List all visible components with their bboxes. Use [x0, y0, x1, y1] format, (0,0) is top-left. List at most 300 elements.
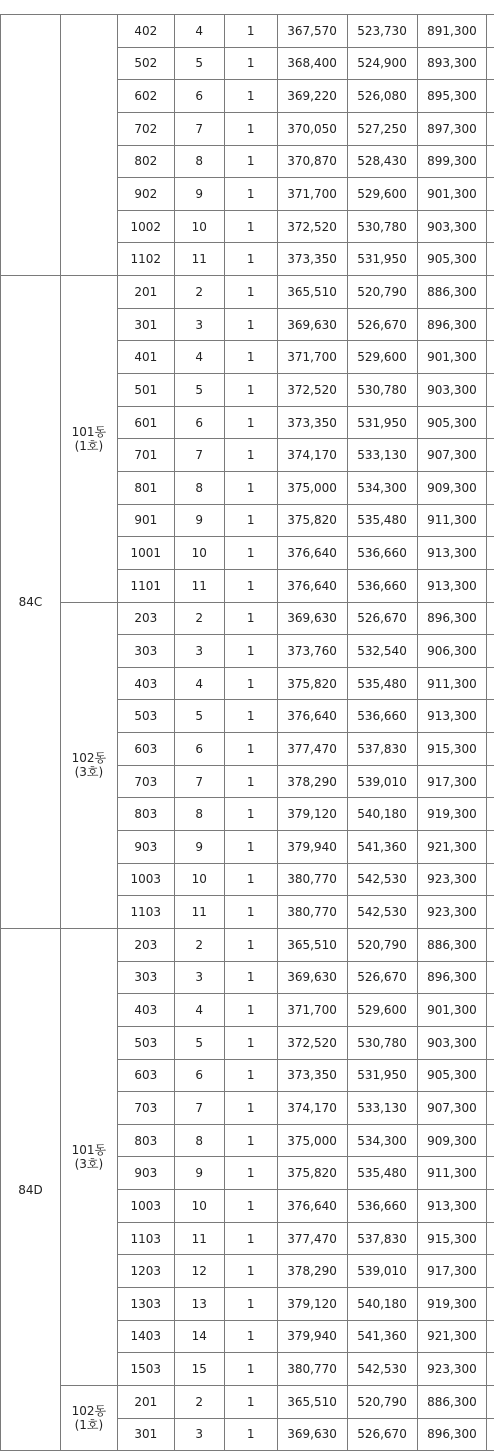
price-b-cell: 520,790 [347, 928, 417, 961]
unit-number-cell: 1101 [117, 569, 174, 602]
cut-off-column-cell [487, 1385, 494, 1418]
floor-cell: 6 [174, 1059, 224, 1092]
price-b-cell: 541,360 [347, 831, 417, 864]
unit-type-cell: 84C [1, 276, 61, 929]
price-a-cell: 373,760 [277, 635, 347, 668]
total-price-cell: 911,300 [417, 667, 487, 700]
cut-off-column-cell [487, 537, 494, 570]
floor-cell: 13 [174, 1287, 224, 1320]
unit-number-cell: 503 [117, 1026, 174, 1059]
building-cell: 101동 (3호) [60, 928, 117, 1385]
price-b-cell: 526,670 [347, 308, 417, 341]
price-a-cell: 365,510 [277, 928, 347, 961]
price-table [0, 14, 494, 1451]
count-cell: 1 [224, 1255, 277, 1288]
cut-off-column-cell [487, 1124, 494, 1157]
count-cell: 1 [224, 863, 277, 896]
cut-off-column-cell [487, 1157, 494, 1190]
price-a-cell: 380,770 [277, 863, 347, 896]
unit-number-cell: 301 [117, 1418, 174, 1451]
price-a-cell: 374,170 [277, 1092, 347, 1125]
cut-off-column-cell [487, 276, 494, 309]
total-price-cell: 911,300 [417, 504, 487, 537]
floor-cell: 7 [174, 112, 224, 145]
unit-number-cell: 303 [117, 961, 174, 994]
price-b-cell: 531,950 [347, 406, 417, 439]
floor-cell: 9 [174, 178, 224, 211]
total-price-cell: 921,300 [417, 831, 487, 864]
total-price-cell: 886,300 [417, 928, 487, 961]
total-price-cell: 909,300 [417, 1124, 487, 1157]
unit-type-cell: 84D [1, 928, 61, 1450]
cut-off-column-cell [487, 308, 494, 341]
price-b-cell: 537,830 [347, 1222, 417, 1255]
count-cell: 1 [224, 471, 277, 504]
price-b-cell: 539,010 [347, 765, 417, 798]
table-row [1, 602, 494, 635]
total-price-cell: 917,300 [417, 1255, 487, 1288]
price-b-cell: 523,730 [347, 15, 417, 48]
floor-cell: 8 [174, 1124, 224, 1157]
total-price-cell: 903,300 [417, 374, 487, 407]
unit-number-cell: 1102 [117, 243, 174, 276]
count-cell: 1 [224, 112, 277, 145]
table-row [1, 928, 494, 961]
unit-number-cell: 702 [117, 112, 174, 145]
unit-number-cell: 1001 [117, 537, 174, 570]
floor-cell: 11 [174, 1222, 224, 1255]
unit-number-cell: 203 [117, 602, 174, 635]
price-a-cell: 371,700 [277, 994, 347, 1027]
price-b-cell: 524,900 [347, 47, 417, 80]
price-b-cell: 531,950 [347, 243, 417, 276]
cut-off-column-cell [487, 635, 494, 668]
unit-number-cell: 402 [117, 15, 174, 48]
price-a-cell: 370,050 [277, 112, 347, 145]
count-cell: 1 [224, 700, 277, 733]
count-cell: 1 [224, 80, 277, 113]
total-price-cell: 896,300 [417, 1418, 487, 1451]
total-price-cell: 886,300 [417, 276, 487, 309]
floor-cell: 2 [174, 276, 224, 309]
total-price-cell: 923,300 [417, 1353, 487, 1386]
table-top-edge [0, 0, 494, 14]
cut-off-column-cell [487, 798, 494, 831]
price-a-cell: 367,570 [277, 15, 347, 48]
total-price-cell: 901,300 [417, 178, 487, 211]
cut-off-column-cell [487, 863, 494, 896]
unit-number-cell: 603 [117, 733, 174, 766]
count-cell: 1 [224, 928, 277, 961]
count-cell: 1 [224, 1320, 277, 1353]
total-price-cell: 913,300 [417, 537, 487, 570]
cut-off-column-cell [487, 47, 494, 80]
price-b-cell: 532,540 [347, 635, 417, 668]
price-b-cell: 536,660 [347, 569, 417, 602]
floor-cell: 3 [174, 1418, 224, 1451]
price-a-cell: 370,870 [277, 145, 347, 178]
count-cell: 1 [224, 47, 277, 80]
count-cell: 1 [224, 1092, 277, 1125]
price-a-cell: 373,350 [277, 406, 347, 439]
floor-cell: 11 [174, 243, 224, 276]
floor-cell: 7 [174, 1092, 224, 1125]
unit-number-cell: 903 [117, 831, 174, 864]
price-b-cell: 542,530 [347, 863, 417, 896]
price-a-cell: 378,290 [277, 1255, 347, 1288]
price-a-cell: 372,520 [277, 1026, 347, 1059]
unit-number-cell: 502 [117, 47, 174, 80]
price-b-cell: 542,530 [347, 1353, 417, 1386]
unit-number-cell: 1303 [117, 1287, 174, 1320]
total-price-cell: 919,300 [417, 1287, 487, 1320]
price-a-cell: 375,000 [277, 471, 347, 504]
unit-number-cell: 902 [117, 178, 174, 211]
price-b-cell: 533,130 [347, 1092, 417, 1125]
price-a-cell: 371,700 [277, 178, 347, 211]
total-price-cell: 923,300 [417, 863, 487, 896]
floor-cell: 12 [174, 1255, 224, 1288]
cut-off-column-cell [487, 1287, 494, 1320]
price-a-cell: 379,120 [277, 1287, 347, 1320]
count-cell: 1 [224, 602, 277, 635]
price-b-cell: 526,670 [347, 1418, 417, 1451]
price-b-cell: 529,600 [347, 178, 417, 211]
floor-cell: 14 [174, 1320, 224, 1353]
count-cell: 1 [224, 569, 277, 602]
total-price-cell: 903,300 [417, 1026, 487, 1059]
total-price-cell: 893,300 [417, 47, 487, 80]
floor-cell: 9 [174, 504, 224, 537]
cut-off-column-cell [487, 961, 494, 994]
price-b-cell: 535,480 [347, 667, 417, 700]
count-cell: 1 [224, 831, 277, 864]
total-price-cell: 907,300 [417, 1092, 487, 1125]
total-price-cell: 915,300 [417, 733, 487, 766]
price-b-cell: 520,790 [347, 276, 417, 309]
count-cell: 1 [224, 667, 277, 700]
total-price-cell: 921,300 [417, 1320, 487, 1353]
floor-cell: 8 [174, 145, 224, 178]
count-cell: 1 [224, 145, 277, 178]
count-cell: 1 [224, 1287, 277, 1320]
unit-number-cell: 701 [117, 439, 174, 472]
count-cell: 1 [224, 276, 277, 309]
unit-number-cell: 201 [117, 1385, 174, 1418]
total-price-cell: 905,300 [417, 406, 487, 439]
price-a-cell: 377,470 [277, 1222, 347, 1255]
unit-number-cell: 201 [117, 276, 174, 309]
price-a-cell: 379,940 [277, 1320, 347, 1353]
unit-number-cell: 1003 [117, 863, 174, 896]
price-b-cell: 534,300 [347, 1124, 417, 1157]
unit-number-cell: 401 [117, 341, 174, 374]
price-b-cell: 542,530 [347, 896, 417, 929]
floor-cell: 6 [174, 406, 224, 439]
floor-cell: 10 [174, 863, 224, 896]
price-a-cell: 376,640 [277, 1190, 347, 1223]
floor-cell: 6 [174, 80, 224, 113]
total-price-cell: 909,300 [417, 471, 487, 504]
unit-number-cell: 301 [117, 308, 174, 341]
cut-off-column-cell [487, 341, 494, 374]
count-cell: 1 [224, 1222, 277, 1255]
floor-cell: 10 [174, 537, 224, 570]
count-cell: 1 [224, 308, 277, 341]
count-cell: 1 [224, 961, 277, 994]
total-price-cell: 919,300 [417, 798, 487, 831]
count-cell: 1 [224, 1124, 277, 1157]
cut-off-column-cell [487, 896, 494, 929]
unit-number-cell: 303 [117, 635, 174, 668]
total-price-cell: 913,300 [417, 1190, 487, 1223]
building-cell [60, 15, 117, 276]
unit-number-cell: 802 [117, 145, 174, 178]
floor-cell: 5 [174, 1026, 224, 1059]
floor-cell: 3 [174, 308, 224, 341]
price-a-cell: 374,170 [277, 439, 347, 472]
price-b-cell: 530,780 [347, 210, 417, 243]
cut-off-column-cell [487, 1353, 494, 1386]
price-b-cell: 540,180 [347, 1287, 417, 1320]
price-a-cell: 380,770 [277, 896, 347, 929]
price-b-cell: 529,600 [347, 341, 417, 374]
cut-off-column-cell [487, 928, 494, 961]
floor-cell: 11 [174, 896, 224, 929]
total-price-cell: 895,300 [417, 80, 487, 113]
price-b-cell: 533,130 [347, 439, 417, 472]
count-cell: 1 [224, 15, 277, 48]
price-a-cell: 375,820 [277, 504, 347, 537]
cut-off-column-cell [487, 15, 494, 48]
price-b-cell: 536,660 [347, 1190, 417, 1223]
unit-number-cell: 1403 [117, 1320, 174, 1353]
price-b-cell: 526,670 [347, 961, 417, 994]
count-cell: 1 [224, 1190, 277, 1223]
cut-off-column-cell [487, 210, 494, 243]
count-cell: 1 [224, 243, 277, 276]
total-price-cell: 901,300 [417, 994, 487, 1027]
cut-off-column-cell [487, 1320, 494, 1353]
total-price-cell: 915,300 [417, 1222, 487, 1255]
price-b-cell: 537,830 [347, 733, 417, 766]
total-price-cell: 913,300 [417, 700, 487, 733]
count-cell: 1 [224, 1353, 277, 1386]
price-b-cell: 541,360 [347, 1320, 417, 1353]
unit-number-cell: 403 [117, 994, 174, 1027]
unit-number-cell: 803 [117, 798, 174, 831]
cut-off-column-cell [487, 80, 494, 113]
total-price-cell: 913,300 [417, 569, 487, 602]
floor-cell: 2 [174, 928, 224, 961]
count-cell: 1 [224, 374, 277, 407]
price-b-cell: 527,250 [347, 112, 417, 145]
table-row [1, 1385, 494, 1418]
price-a-cell: 375,000 [277, 1124, 347, 1157]
total-price-cell: 897,300 [417, 112, 487, 145]
price-b-cell: 526,080 [347, 80, 417, 113]
unit-number-cell: 403 [117, 667, 174, 700]
total-price-cell: 886,300 [417, 1385, 487, 1418]
cut-off-column-cell [487, 178, 494, 211]
price-b-cell: 535,480 [347, 504, 417, 537]
unit-number-cell: 903 [117, 1157, 174, 1190]
price-table-body [1, 15, 494, 1451]
total-price-cell: 905,300 [417, 1059, 487, 1092]
total-price-cell: 905,300 [417, 243, 487, 276]
table-row [1, 15, 494, 48]
unit-number-cell: 503 [117, 700, 174, 733]
floor-cell: 5 [174, 700, 224, 733]
floor-cell: 3 [174, 635, 224, 668]
count-cell: 1 [224, 210, 277, 243]
unit-type-cell [1, 15, 61, 276]
count-cell: 1 [224, 896, 277, 929]
price-b-cell: 531,950 [347, 1059, 417, 1092]
building-cell: 102동 (1호) [60, 1385, 117, 1450]
price-b-cell: 540,180 [347, 798, 417, 831]
price-a-cell: 369,630 [277, 602, 347, 635]
total-price-cell: 896,300 [417, 602, 487, 635]
price-b-cell: 536,660 [347, 700, 417, 733]
cut-off-column-cell [487, 765, 494, 798]
cut-off-column-cell [487, 602, 494, 635]
price-a-cell: 369,630 [277, 1418, 347, 1451]
floor-cell: 2 [174, 1385, 224, 1418]
floor-cell: 2 [174, 602, 224, 635]
cut-off-column-cell [487, 145, 494, 178]
cut-off-column-cell [487, 243, 494, 276]
price-b-cell: 529,600 [347, 994, 417, 1027]
count-cell: 1 [224, 537, 277, 570]
unit-number-cell: 1103 [117, 1222, 174, 1255]
floor-cell: 8 [174, 471, 224, 504]
floor-cell: 7 [174, 439, 224, 472]
building-cell: 101동 (1호) [60, 276, 117, 602]
price-a-cell: 369,220 [277, 80, 347, 113]
unit-number-cell: 1103 [117, 896, 174, 929]
total-price-cell: 891,300 [417, 15, 487, 48]
price-a-cell: 368,400 [277, 47, 347, 80]
cut-off-column-cell [487, 1092, 494, 1125]
floor-cell: 5 [174, 47, 224, 80]
unit-number-cell: 703 [117, 765, 174, 798]
unit-number-cell: 901 [117, 504, 174, 537]
floor-cell: 8 [174, 798, 224, 831]
count-cell: 1 [224, 1418, 277, 1451]
unit-number-cell: 1503 [117, 1353, 174, 1386]
count-cell: 1 [224, 1157, 277, 1190]
floor-cell: 10 [174, 210, 224, 243]
count-cell: 1 [224, 765, 277, 798]
total-price-cell: 917,300 [417, 765, 487, 798]
floor-cell: 11 [174, 569, 224, 602]
price-b-cell: 536,660 [347, 537, 417, 570]
total-price-cell: 903,300 [417, 210, 487, 243]
total-price-cell: 896,300 [417, 961, 487, 994]
count-cell: 1 [224, 1059, 277, 1092]
count-cell: 1 [224, 733, 277, 766]
price-a-cell: 380,770 [277, 1353, 347, 1386]
total-price-cell: 899,300 [417, 145, 487, 178]
price-a-cell: 379,940 [277, 831, 347, 864]
floor-cell: 4 [174, 994, 224, 1027]
price-a-cell: 376,640 [277, 537, 347, 570]
cut-off-column-cell [487, 700, 494, 733]
floor-cell: 5 [174, 374, 224, 407]
count-cell: 1 [224, 994, 277, 1027]
unit-number-cell: 1203 [117, 1255, 174, 1288]
unit-number-cell: 501 [117, 374, 174, 407]
price-b-cell: 528,430 [347, 145, 417, 178]
unit-number-cell: 603 [117, 1059, 174, 1092]
unit-number-cell: 1003 [117, 1190, 174, 1223]
total-price-cell: 923,300 [417, 896, 487, 929]
cut-off-column-cell [487, 831, 494, 864]
floor-cell: 15 [174, 1353, 224, 1386]
price-b-cell: 526,670 [347, 602, 417, 635]
floor-cell: 7 [174, 765, 224, 798]
floor-cell: 4 [174, 15, 224, 48]
cut-off-column-cell [487, 1026, 494, 1059]
cut-off-column-cell [487, 112, 494, 145]
floor-cell: 10 [174, 1190, 224, 1223]
cut-off-column-cell [487, 994, 494, 1027]
cut-off-column-cell [487, 374, 494, 407]
total-price-cell: 906,300 [417, 635, 487, 668]
cut-off-column-cell [487, 1222, 494, 1255]
cut-off-column-cell [487, 471, 494, 504]
price-a-cell: 376,640 [277, 569, 347, 602]
table-row [1, 276, 494, 309]
unit-number-cell: 803 [117, 1124, 174, 1157]
price-a-cell: 376,640 [277, 700, 347, 733]
count-cell: 1 [224, 635, 277, 668]
cut-off-column-cell [487, 406, 494, 439]
price-a-cell: 369,630 [277, 961, 347, 994]
price-b-cell: 530,780 [347, 374, 417, 407]
price-a-cell: 373,350 [277, 243, 347, 276]
count-cell: 1 [224, 504, 277, 537]
unit-number-cell: 203 [117, 928, 174, 961]
count-cell: 1 [224, 798, 277, 831]
cut-off-column-cell [487, 1255, 494, 1288]
count-cell: 1 [224, 1026, 277, 1059]
unit-number-cell: 801 [117, 471, 174, 504]
cut-off-column-cell [487, 733, 494, 766]
unit-number-cell: 703 [117, 1092, 174, 1125]
total-price-cell: 911,300 [417, 1157, 487, 1190]
price-a-cell: 375,820 [277, 667, 347, 700]
price-a-cell: 378,290 [277, 765, 347, 798]
price-a-cell: 371,700 [277, 341, 347, 374]
total-price-cell: 907,300 [417, 439, 487, 472]
total-price-cell: 901,300 [417, 341, 487, 374]
price-a-cell: 379,120 [277, 798, 347, 831]
cut-off-column-cell [487, 439, 494, 472]
price-a-cell: 375,820 [277, 1157, 347, 1190]
total-price-cell: 896,300 [417, 308, 487, 341]
unit-number-cell: 601 [117, 406, 174, 439]
price-a-cell: 372,520 [277, 210, 347, 243]
unit-number-cell: 1002 [117, 210, 174, 243]
count-cell: 1 [224, 178, 277, 211]
floor-cell: 6 [174, 733, 224, 766]
cut-off-column-cell [487, 667, 494, 700]
price-b-cell: 530,780 [347, 1026, 417, 1059]
floor-cell: 9 [174, 831, 224, 864]
price-a-cell: 372,520 [277, 374, 347, 407]
